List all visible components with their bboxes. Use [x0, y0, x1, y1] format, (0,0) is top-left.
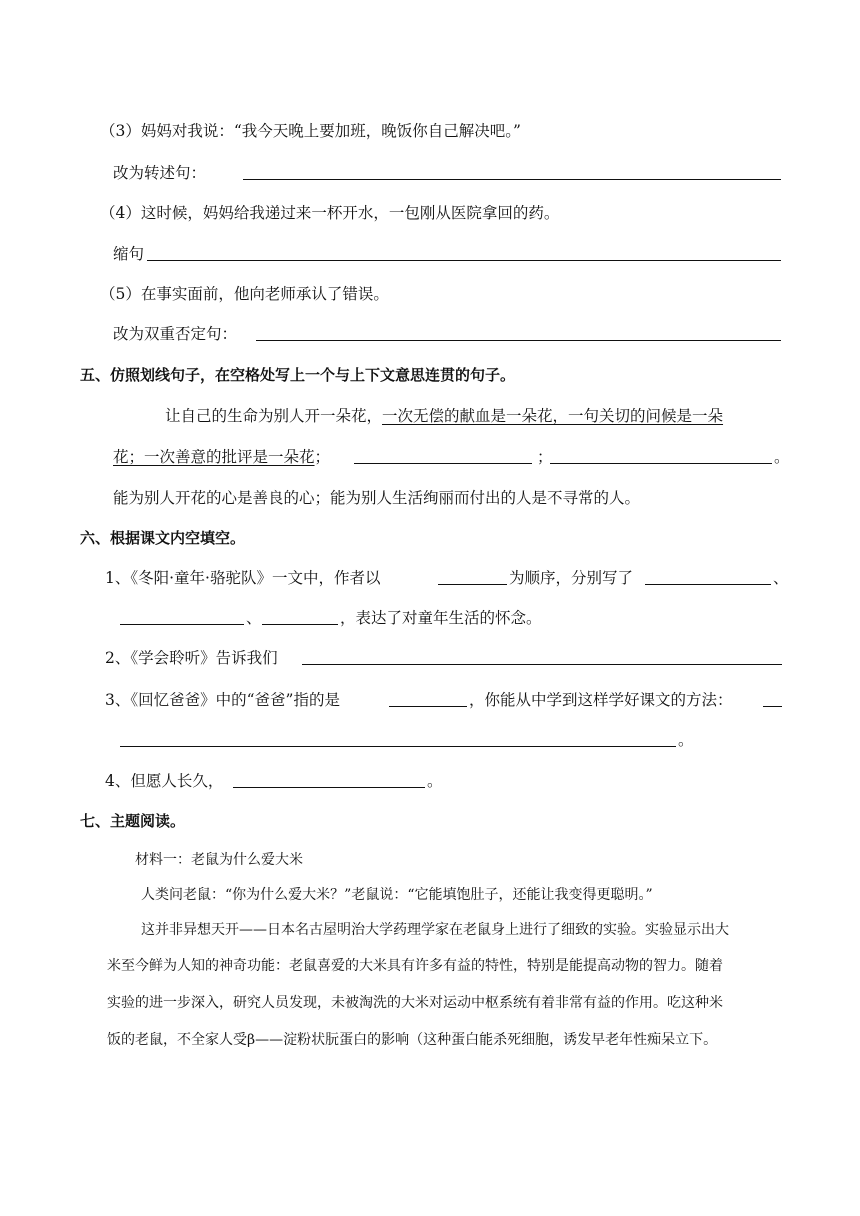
q5-line3: 能为别人开花的心是善良的心；能为别人生活绚丽而付出的人是不寻常的人。: [113, 489, 641, 507]
q6-item3-end: 。: [678, 731, 694, 749]
q6-item4-end: 。: [427, 772, 443, 790]
q7-dialogue: 人类问老鼠：“你为什么爱大米？”老鼠说：“它能填饱肚子，还能让我变得更聪明。”: [141, 887, 653, 903]
q4-item3-prompt: 改为转述句：: [113, 164, 207, 182]
q5-blank-2[interactable]: [550, 447, 772, 464]
q7-material-title: 材料一：老鼠为什么爱大米: [135, 852, 303, 868]
q4-item4-prompt: 缩句: [113, 245, 145, 263]
q6-heading: 六、根据课文内空填空。: [80, 529, 246, 547]
q5-sep2: ；: [537, 448, 553, 466]
q4-item5-blank[interactable]: [256, 324, 781, 341]
q7-para-line-2: 米至今鲜为人知的神奇功能：老鼠喜爱的大米具有许多有益的特性，特别是能提高动物的智力。随着: [107, 958, 723, 974]
q4-item5-prompt: 改为双重否定句：: [113, 325, 238, 343]
q6-item3-blank-1[interactable]: [389, 690, 467, 707]
q4-item4-blank[interactable]: [147, 244, 781, 261]
q7-para-line-1: 这并非异想天开——日本名古屋明治大学药理学家在老鼠身上进行了细致的实验。实验显示出大: [141, 922, 729, 938]
q6-item1-b: 为顺序，分别写了: [509, 569, 634, 587]
q6-item1-d: 、: [246, 609, 262, 627]
q6-item3-b: ，你能从中学到这样学好课文的方法：: [469, 691, 733, 709]
q5-heading: 五、仿照划线句子，在空格处写上一个与上下文意思连贯的句子。: [80, 366, 516, 384]
q7-para-line-4: 饭的老鼠，不全家人受β——淀粉状朊蛋白的影响（这种蛋白能杀死细胞，诱发早老年性痴呆立下。: [107, 1032, 718, 1048]
q6-item1-e: ，表达了对童年生活的怀念。: [340, 609, 542, 627]
q6-item4-blank[interactable]: [233, 771, 425, 788]
q6-item3-blank-2a[interactable]: [763, 690, 782, 707]
q6-item2: 2、《学会聆听》告诉我们: [105, 649, 278, 667]
q5-sep1: ；: [314, 448, 331, 466]
q5-line1-underlined: 一次无偿的献血是一朵花，一句关切的问候是一朵: [382, 407, 724, 425]
q6-item4-a: 4、但愿人长久，: [105, 772, 224, 790]
q6-item1-blank-order[interactable]: [438, 568, 507, 585]
q6-item2-blank[interactable]: [302, 648, 782, 665]
q5-end: 。: [774, 448, 790, 466]
q5-line2: [113, 447, 330, 467]
q4-item4-text: （4）这时候，妈妈给我递过来一杯开水，一包刚从医院拿回的药。: [100, 204, 560, 222]
q6-item1-a: 1、《冬阳·童年·骆驼队》一文中，作者以: [105, 569, 381, 587]
q6-item3-a: 3、《回忆爸爸》中的“爸爸”指的是: [105, 691, 340, 709]
q4-item3-blank[interactable]: [243, 163, 781, 180]
q5-line1-plain: 让自己的生命为别人开一朵花，: [165, 407, 383, 425]
q6-item1-blank-3[interactable]: [262, 608, 338, 625]
q4-item3-answer: [113, 163, 206, 183]
q5-line1: [165, 406, 723, 426]
q4-item5-text: （5）在事实面前，他向老师承认了错误。: [100, 285, 389, 303]
q6-item1-blank-2[interactable]: [120, 608, 244, 625]
q6-item1-blank-1[interactable]: [645, 568, 771, 585]
q5-line2-underlined: 花；一次善意的批评是一朵花: [113, 448, 315, 466]
q6-item1-c: 、: [773, 569, 789, 587]
q7-para-line-3: 实验的进一步深入，研究人员发现，未被淘洗的大米对运动中枢系统有着非常有益的作用。吃这种米: [107, 995, 723, 1011]
q5-blank-1[interactable]: [354, 447, 532, 464]
q4-item3-text: （3）妈妈对我说：“我今天晚上要加班，晚饭你自己解决吧。”: [100, 122, 521, 140]
q7-heading: 七、主题阅读。: [80, 812, 186, 830]
q6-item3-blank-2b[interactable]: [120, 730, 676, 747]
